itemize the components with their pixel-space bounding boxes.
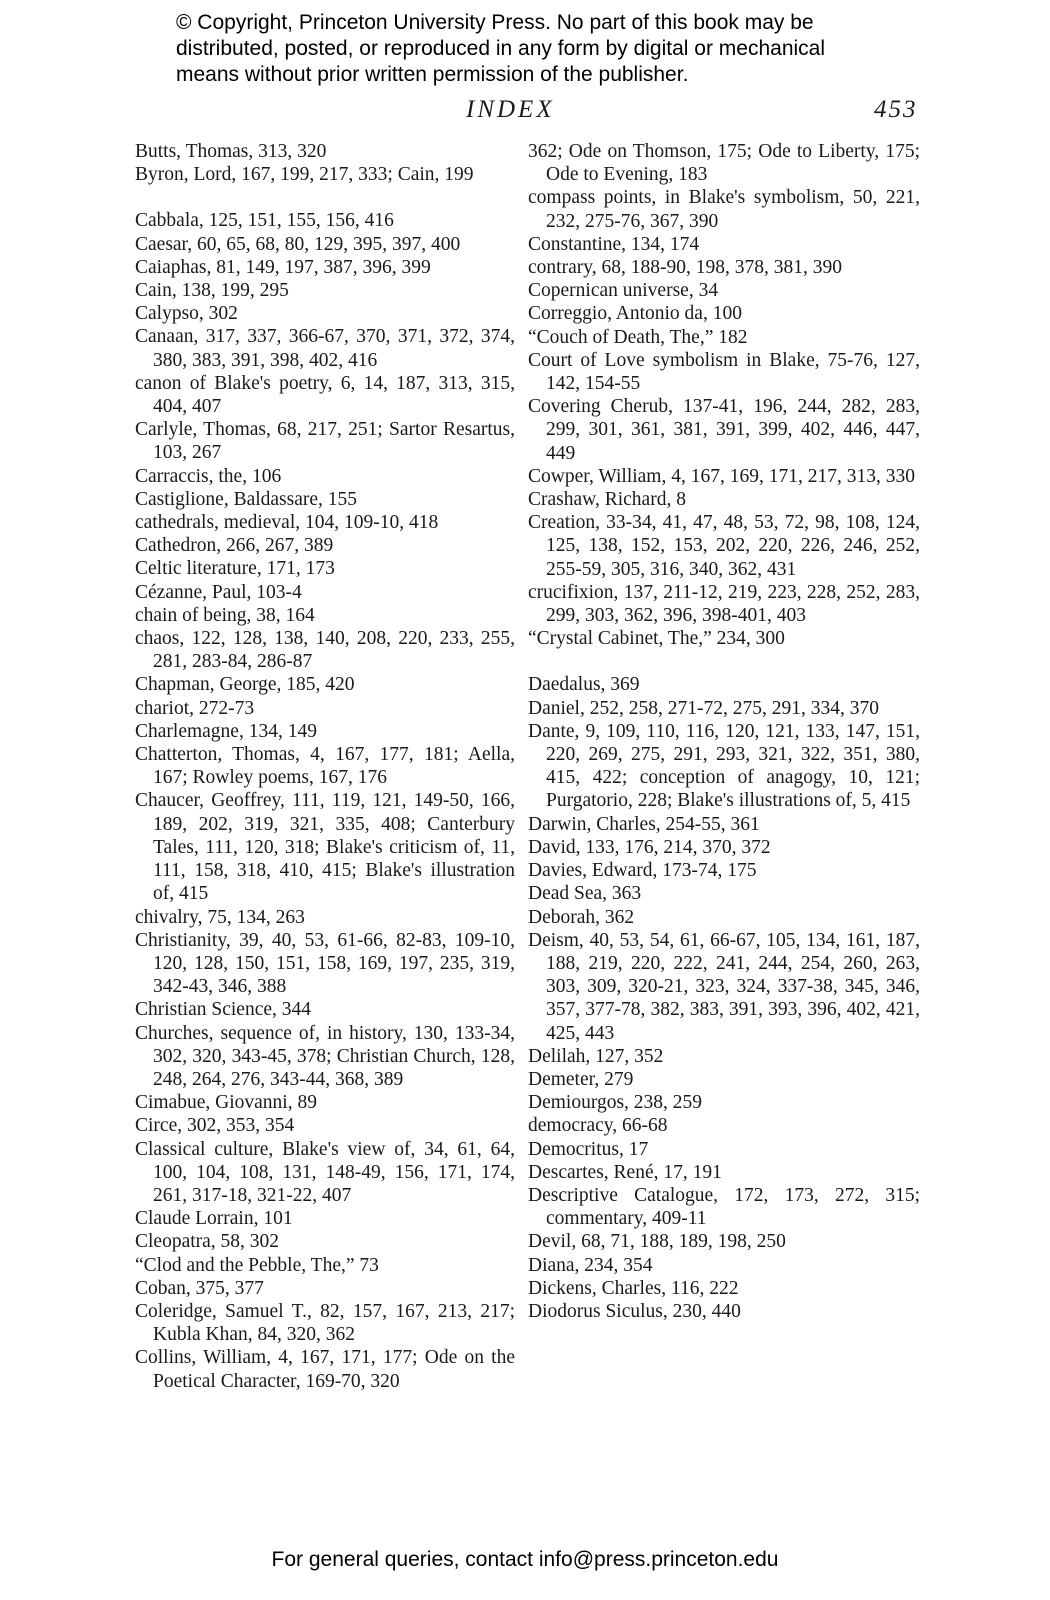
index-entry: Coban, 375, 377 <box>135 1277 264 1299</box>
index-entry: Covering Cherub, 137-41, 196, 244, 282, 283, 299, 301, 361, 381, 391, 399, 402, 446, 447, 449 <box>528 396 920 464</box>
index-entry: Crashaw, Richard, 8 <box>528 489 686 511</box>
index-entry: Castiglione, Baldassare, 155 <box>135 488 358 510</box>
footer-contact: For general queries, contact info@press.princeton.edu <box>271 1548 779 1571</box>
index-entry: Claude Lorrain, 101 <box>135 1208 293 1230</box>
index-entry: Christianity, 39, 40, 53, 61-66, 82-83, 109-10, 120, 128, 150, 151, 158, 169, 197, 235, 319, 342-43, 346, 388 <box>135 929 515 998</box>
index-entry: compass points, in Blake's symbolism, 50, 221, 232, 275-76, 367, 390 <box>528 187 920 232</box>
index-entry: Constantine, 134, 174 <box>528 233 700 255</box>
index-entry: chaos, 122, 128, 138, 140, 208, 220, 233, 255, 281, 283-84, 286-87 <box>135 628 515 673</box>
index-entry: Carlyle, Thomas, 68, 217, 251; Sartor Resartus, 103, 267 <box>135 419 515 464</box>
index-entry: Dickens, Charles, 116, 222 <box>528 1277 739 1299</box>
index-entry: “Clod and the Pebble, The,” 73 <box>135 1254 379 1276</box>
copyright-line: distributed, posted, or reproduced in any form by digital or mechanical <box>176 37 826 60</box>
index-entry: Darwin, Charles, 254-55, 361 <box>528 813 760 835</box>
index-column-right <box>528 140 920 1323</box>
index-entry: Caesar, 60, 65, 68, 80, 129, 395, 397, 400 <box>135 233 461 255</box>
index-entry: Cimabue, Giovanni, 89 <box>135 1092 317 1114</box>
index-entry: Demiourgos, 238, 259 <box>528 1092 703 1114</box>
running-head <box>0 96 1050 130</box>
index-entry: Davies, Edward, 173-74, 175 <box>528 860 757 882</box>
index-entry: crucifixion, 137, 211-12, 219, 223, 228, 252, 283, 299, 303, 362, 396, 398-401, 403 <box>528 581 920 627</box>
index-entry: Deism, 40, 53, 54, 61, 66-67, 105, 134, 161, 187, 188, 219, 220, 222, 241, 244, 254, 260, 263, 303, 309, 320-21, 323, 324, 337-38, 345, 346, 357, 377-78, 382, 383, 391, 393, 396, 402, 421, 425, 443 <box>528 929 920 1044</box>
index-entry: Dante, 9, 109, 110, 116, 120, 121, 133, 147, 151, 220, 269, 275, 291, 293, 321, 322, 351, 380, 415, 422; conception of anagogy, 10, 121; Purgatorio, 228; Blake's illustrations of, 5, 415 <box>528 720 920 812</box>
index-entry: Christian Science, 344 <box>135 999 312 1021</box>
running-title: INDEX <box>466 96 555 123</box>
index-entry: chain of being, 38, 164 <box>135 604 315 626</box>
index-entry: Descriptive Catalogue, 172, 173, 272, 315; commentary, 409-11 <box>528 1184 920 1230</box>
index-entry: contrary, 68, 188-90, 198, 378, 381, 390 <box>528 257 842 279</box>
index-entry: Cézanne, Paul, 103-4 <box>135 581 302 603</box>
index-entry: Classical culture, Blake's view of, 34, 61, 64, 100, 104, 108, 131, 148-49, 156, 171, 174, 261, 317-18, 321-22, 407 <box>135 1138 515 1206</box>
index-entry: Cabbala, 125, 151, 155, 156, 416 <box>135 210 394 232</box>
index-entry: “Couch of Death, The,” 182 <box>528 326 748 348</box>
index-entry: Diodorus Siculus, 230, 440 <box>528 1300 741 1322</box>
index-entry: Devil, 68, 71, 188, 189, 198, 250 <box>528 1231 786 1253</box>
letter-section-gap <box>528 650 920 673</box>
index-entry: chariot, 272-73 <box>135 697 255 719</box>
index-entry: Butts, Thomas, 313, 320 <box>135 141 327 162</box>
index-entry: Charlemagne, 134, 149 <box>135 720 317 742</box>
index-entry: Copernican universe, 34 <box>528 280 719 302</box>
index-entry: Chapman, George, 185, 420 <box>135 674 355 696</box>
index-entry: 362; Ode on Thomson, 175; Ode to Liberty, 175; Ode to Evening, 183 <box>528 141 920 186</box>
index-entry: Carraccis, the, 106 <box>135 465 282 487</box>
index-entry: Calypso, 302 <box>135 303 238 325</box>
index-entry: Creation, 33-34, 41, 47, 48, 53, 72, 98, 108, 124, 125, 138, 152, 153, 202, 220, 226, 246, 252, 255-59, 305, 316, 340, 362, 431 <box>528 512 920 580</box>
index-entry: Celtic literature, 171, 173 <box>135 558 335 580</box>
index-entry: cathedrals, medieval, 104, 109-10, 418 <box>135 512 439 534</box>
index-entry: Chatterton, Thomas, 4, 167, 177, 181; Aella, 167; Rowley poems, 167, 176 <box>135 744 515 789</box>
index-column-left <box>135 140 515 1393</box>
index-entry: Diana, 234, 354 <box>528 1254 653 1276</box>
index-entry: Descartes, René, 17, 191 <box>528 1161 722 1183</box>
index-entry: Cowper, William, 4, 167, 169, 171, 217, 313, 330 <box>528 465 915 487</box>
index-entry: Daniel, 252, 258, 271-72, 275, 291, 334, 370 <box>528 697 879 719</box>
index-entry: Delilah, 127, 352 <box>528 1045 664 1067</box>
copyright-line: means without prior written permission of the publisher. <box>176 63 689 86</box>
index-entry: Cain, 138, 199, 295 <box>135 280 289 302</box>
index-entry: Circe, 302, 353, 354 <box>135 1115 295 1137</box>
letter-section-gap <box>135 186 515 209</box>
index-entry: Collins, William, 4, 167, 171, 177; Ode on the Poetical Character, 169-70, 320 <box>135 1347 515 1392</box>
copyright-notice <box>176 10 956 88</box>
index-entry: Byron, Lord, 167, 199, 217, 333; Cain, 199 <box>135 164 474 186</box>
copyright-line: © Copyright, Princeton University Press. No part of this book may be <box>176 11 814 34</box>
index-entry: Deborah, 362 <box>528 906 635 928</box>
index-entry: Dead Sea, 363 <box>528 883 642 905</box>
index-entry: Cleopatra, 58, 302 <box>135 1231 280 1253</box>
index-entry: chivalry, 75, 134, 263 <box>135 906 305 928</box>
page-number: 453 <box>874 96 918 123</box>
index-entry: democracy, 66-68 <box>528 1115 668 1137</box>
index-entry: Chaucer, Geoffrey, 111, 119, 121, 149-50, 166, 189, 202, 319, 321, 335, 408; Canterbury Tales, 111, 120, 318; Blake's criticism of, 11, 111, 158, 318, 410, 415; Blake's illustration of, 415 <box>135 790 515 905</box>
index-entry: David, 133, 176, 214, 370, 372 <box>528 836 771 858</box>
index-entry: canon of Blake's poetry, 6, 14, 187, 313, 315, 404, 407 <box>135 372 515 418</box>
index-entry: Canaan, 317, 337, 366-67, 370, 371, 372, 374, 380, 383, 391, 398, 402, 416 <box>135 326 515 371</box>
index-entry: Coleridge, Samuel T., 82, 157, 167, 213, 217; Kubla Khan, 84, 320, 362 <box>135 1300 515 1346</box>
index-entry: “Crystal Cabinet, The,” 234, 300 <box>528 628 785 650</box>
index-entry: Democritus, 17 <box>528 1138 649 1160</box>
index-entry: Court of Love symbolism in Blake, 75-76, 127, 142, 154-55 <box>528 349 920 395</box>
index-entry: Demeter, 279 <box>528 1068 634 1090</box>
index-entry: Cathedron, 266, 267, 389 <box>135 535 334 557</box>
index-entry: Churches, sequence of, in history, 130, 133-34, 302, 320, 343-45, 378; Christian Church, 128, 248, 264, 276, 343-44, 368, 389 <box>135 1022 515 1090</box>
index-entry: Correggio, Antonio da, 100 <box>528 303 742 325</box>
index-entry: Daedalus, 369 <box>528 674 640 696</box>
index-entry: Caiaphas, 81, 149, 197, 387, 396, 399 <box>135 256 431 278</box>
